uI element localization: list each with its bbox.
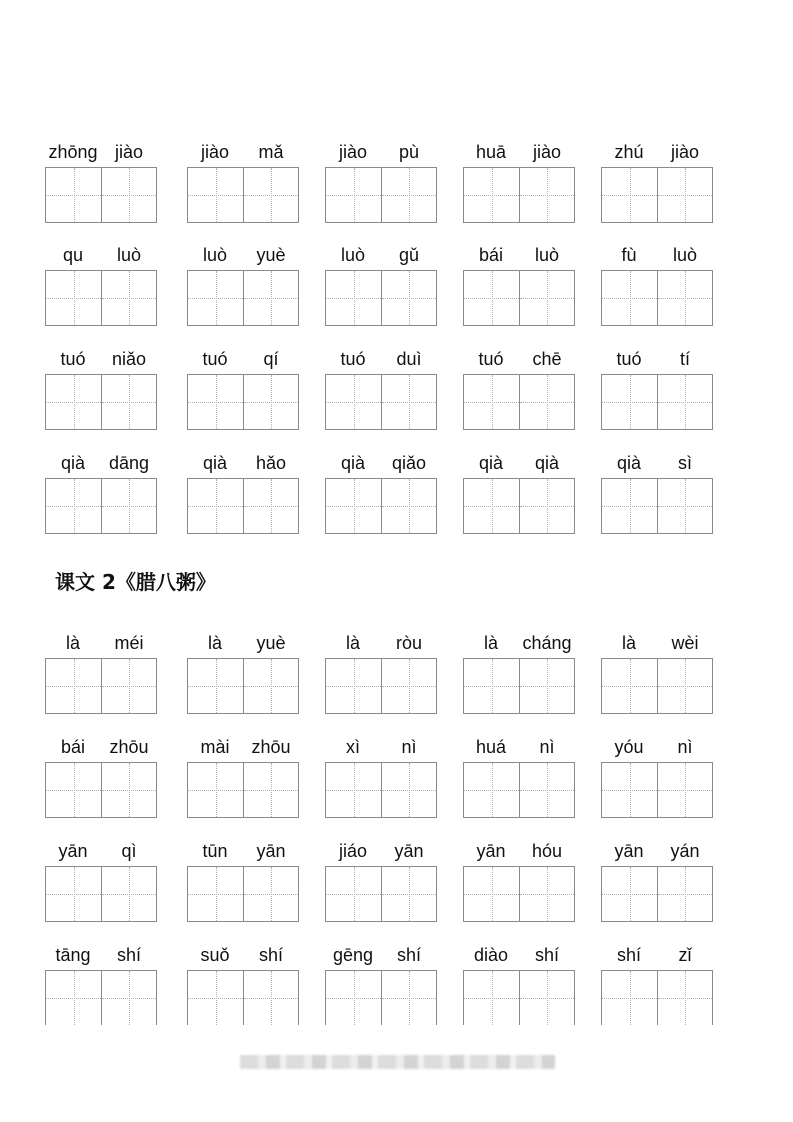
word-cell: [325, 840, 437, 930]
word-cell: [325, 452, 437, 542]
pinyin-label: yóu: [614, 737, 644, 757]
character-box[interactable]: [188, 168, 243, 222]
character-box[interactable]: [464, 375, 519, 429]
writing-grid: [45, 167, 157, 223]
character-box[interactable]: [381, 659, 436, 713]
word-cell: [601, 632, 713, 722]
character-box[interactable]: [101, 867, 156, 921]
word-cell: [463, 736, 575, 826]
pinyin-label: mài: [200, 737, 230, 757]
word-cell: [45, 632, 157, 722]
character-box[interactable]: [602, 971, 657, 1025]
pinyin-label: gǔ: [398, 245, 420, 265]
pinyin-label: yān: [394, 841, 424, 861]
pinyin-label: cháng: [522, 633, 572, 653]
pinyin-label: zhōu: [251, 737, 291, 757]
pinyin-label: jiào: [338, 142, 368, 162]
character-box[interactable]: [188, 659, 243, 713]
character-box[interactable]: [243, 659, 298, 713]
word-cell: [601, 244, 713, 334]
word-cell: [463, 244, 575, 334]
writing-grid: [187, 374, 299, 430]
character-box[interactable]: [381, 763, 436, 817]
pinyin-label: xì: [345, 737, 360, 757]
character-box[interactable]: [519, 271, 574, 325]
writing-grid: [45, 658, 157, 714]
character-box[interactable]: [188, 479, 243, 533]
pinyin-label: yuè: [256, 245, 286, 265]
pinyin-label: là: [483, 633, 498, 653]
pinyin-label: yān: [58, 841, 88, 861]
character-box[interactable]: [46, 168, 101, 222]
pinyin-label: tuó: [340, 349, 366, 369]
character-box[interactable]: [46, 271, 101, 325]
footer-watermark: [240, 1055, 555, 1069]
character-box[interactable]: [243, 479, 298, 533]
writing-grid: [187, 167, 299, 223]
writing-grid: [187, 970, 299, 1026]
pinyin-label: nì: [677, 737, 693, 757]
word-cell: [463, 348, 575, 438]
writing-grid: [45, 270, 157, 326]
pinyin-label: là: [621, 633, 636, 653]
writing-grid: [187, 478, 299, 534]
character-box[interactable]: [326, 867, 381, 921]
word-cell: [601, 736, 713, 826]
character-box[interactable]: [464, 479, 519, 533]
word-row: [45, 348, 725, 438]
writing-grid: [325, 970, 437, 1026]
writing-grid: [601, 658, 713, 714]
word-row: [45, 944, 725, 1034]
pinyin-label: chē: [532, 349, 562, 369]
pinyin-label: zhú: [614, 142, 644, 162]
pinyin-label: qu: [62, 245, 84, 265]
character-box[interactable]: [188, 271, 243, 325]
word-cell: [601, 452, 713, 542]
pinyin-label: suǒ: [200, 945, 230, 965]
character-box[interactable]: [243, 271, 298, 325]
character-box[interactable]: [519, 659, 574, 713]
pinyin-label: tuó: [616, 349, 642, 369]
pinyin-label: fù: [621, 245, 637, 265]
character-box[interactable]: [326, 479, 381, 533]
pinyin-label: jiào: [200, 142, 230, 162]
pinyin-label: qià: [534, 453, 560, 473]
writing-grid: [601, 374, 713, 430]
word-cell: [187, 244, 299, 334]
pinyin-label: tūn: [202, 841, 228, 861]
pinyin-label: shí: [116, 945, 141, 965]
character-box[interactable]: [101, 375, 156, 429]
word-cell: [325, 244, 437, 334]
writing-grid: [463, 762, 575, 818]
character-box[interactable]: [464, 971, 519, 1025]
character-box[interactable]: [46, 971, 101, 1025]
writing-grid: [601, 970, 713, 1026]
writing-grid: [463, 167, 575, 223]
character-box[interactable]: [381, 375, 436, 429]
writing-grid: [187, 270, 299, 326]
pinyin-label: luò: [534, 245, 560, 265]
pinyin-label: tuó: [478, 349, 504, 369]
character-box[interactable]: [602, 375, 657, 429]
pinyin-label: gēng: [332, 945, 374, 965]
writing-grid: [325, 478, 437, 534]
character-box[interactable]: [381, 168, 436, 222]
section-title: 课文 2《腊八粥》: [55, 570, 216, 594]
pinyin-label: zhōu: [109, 737, 149, 757]
character-box[interactable]: [657, 168, 712, 222]
pinyin-label: mǎ: [258, 142, 284, 162]
pinyin-label: tí: [679, 349, 690, 369]
word-row: [45, 632, 725, 722]
pinyin-label: qiǎo: [391, 453, 427, 473]
pinyin-label: jiáo: [338, 841, 368, 861]
character-box[interactable]: [519, 479, 574, 533]
character-box[interactable]: [326, 659, 381, 713]
character-box[interactable]: [464, 763, 519, 817]
pinyin-label: yān: [256, 841, 286, 861]
character-box[interactable]: [188, 971, 243, 1025]
character-box[interactable]: [381, 271, 436, 325]
word-cell: [325, 736, 437, 826]
pinyin-label: pù: [398, 142, 420, 162]
pinyin-label: méi: [114, 633, 144, 653]
character-box[interactable]: [602, 168, 657, 222]
character-box[interactable]: [602, 867, 657, 921]
character-box[interactable]: [188, 375, 243, 429]
writing-grid: [325, 167, 437, 223]
character-box[interactable]: [657, 271, 712, 325]
word-cell: [601, 944, 713, 1034]
word-cell: [325, 632, 437, 722]
character-box[interactable]: [101, 763, 156, 817]
word-cell: [601, 348, 713, 438]
character-box[interactable]: [519, 168, 574, 222]
pinyin-label: yán: [670, 841, 700, 861]
pinyin-label: nì: [401, 737, 417, 757]
character-box[interactable]: [243, 375, 298, 429]
writing-grid: [463, 374, 575, 430]
pinyin-label: jiào: [670, 142, 700, 162]
word-row: [45, 736, 725, 826]
pinyin-label: yuè: [256, 633, 286, 653]
writing-grid: [463, 970, 575, 1026]
pinyin-label: wèi: [671, 633, 699, 653]
pinyin-label: là: [207, 633, 222, 653]
character-box[interactable]: [326, 763, 381, 817]
writing-grid: [463, 866, 575, 922]
writing-grid: [325, 866, 437, 922]
pinyin-label: jiào: [532, 142, 562, 162]
character-box[interactable]: [46, 763, 101, 817]
word-row: [45, 141, 725, 231]
pinyin-label: là: [345, 633, 360, 653]
word-cell: [325, 348, 437, 438]
pinyin-label: yān: [476, 841, 506, 861]
character-box[interactable]: [101, 271, 156, 325]
character-box[interactable]: [101, 971, 156, 1025]
word-cell: [325, 141, 437, 231]
pinyin-label: niǎo: [111, 349, 147, 369]
character-box[interactable]: [657, 867, 712, 921]
pinyin-label: qià: [202, 453, 228, 473]
word-cell: [45, 141, 157, 231]
word-cell: [601, 141, 713, 231]
word-cell: [601, 840, 713, 930]
writing-grid: [45, 970, 157, 1026]
character-box[interactable]: [101, 479, 156, 533]
pinyin-label: bái: [478, 245, 504, 265]
word-cell: [187, 944, 299, 1034]
character-box[interactable]: [519, 763, 574, 817]
character-box[interactable]: [602, 763, 657, 817]
word-cell: [463, 840, 575, 930]
word-cell: [187, 736, 299, 826]
character-box[interactable]: [101, 659, 156, 713]
word-cell: [45, 944, 157, 1034]
writing-grid: [601, 270, 713, 326]
character-box[interactable]: [657, 971, 712, 1025]
pinyin-label: luò: [116, 245, 142, 265]
pinyin-label: qià: [478, 453, 504, 473]
pinyin-label: zǐ: [678, 945, 692, 965]
pinyin-label: shí: [534, 945, 559, 965]
word-cell: [187, 632, 299, 722]
word-row: [45, 244, 725, 334]
pinyin-label: shí: [396, 945, 421, 965]
character-box[interactable]: [46, 375, 101, 429]
character-box[interactable]: [381, 971, 436, 1025]
character-box[interactable]: [602, 271, 657, 325]
pinyin-label: là: [65, 633, 80, 653]
writing-grid: [45, 478, 157, 534]
character-box[interactable]: [519, 971, 574, 1025]
character-box[interactable]: [243, 763, 298, 817]
page-clip: [0, 1025, 793, 1055]
pinyin-label: luò: [672, 245, 698, 265]
pinyin-label: diào: [473, 945, 509, 965]
word-cell: [45, 840, 157, 930]
character-box[interactable]: [657, 375, 712, 429]
writing-grid: [601, 167, 713, 223]
character-box[interactable]: [657, 479, 712, 533]
word-cell: [463, 452, 575, 542]
pinyin-label: hóu: [531, 841, 563, 861]
writing-grid: [325, 374, 437, 430]
word-row: [45, 452, 725, 542]
character-box[interactable]: [101, 168, 156, 222]
writing-grid: [601, 762, 713, 818]
character-box[interactable]: [602, 479, 657, 533]
pinyin-label: qí: [263, 349, 279, 369]
pinyin-label: qià: [60, 453, 86, 473]
character-box[interactable]: [464, 659, 519, 713]
character-box[interactable]: [519, 375, 574, 429]
writing-grid: [601, 866, 713, 922]
character-box[interactable]: [243, 971, 298, 1025]
word-cell: [45, 736, 157, 826]
writing-grid: [45, 866, 157, 922]
writing-grid: [187, 658, 299, 714]
character-box[interactable]: [381, 479, 436, 533]
character-box[interactable]: [188, 867, 243, 921]
character-box[interactable]: [657, 763, 712, 817]
character-box[interactable]: [243, 168, 298, 222]
pinyin-label: qì: [121, 841, 137, 861]
word-cell: [187, 348, 299, 438]
pinyin-label: duì: [396, 349, 422, 369]
word-row: [45, 840, 725, 930]
writing-grid: [463, 270, 575, 326]
pinyin-label: zhōng: [48, 142, 98, 162]
character-box[interactable]: [326, 971, 381, 1025]
writing-grid: [325, 658, 437, 714]
character-box[interactable]: [519, 867, 574, 921]
word-cell: [325, 944, 437, 1034]
word-cell: [463, 944, 575, 1034]
writing-grid: [601, 478, 713, 534]
character-box[interactable]: [464, 271, 519, 325]
character-box[interactable]: [326, 168, 381, 222]
character-box[interactable]: [657, 659, 712, 713]
pinyin-label: sì: [677, 453, 692, 473]
pinyin-label: huā: [475, 142, 507, 162]
character-box[interactable]: [46, 479, 101, 533]
character-box[interactable]: [602, 659, 657, 713]
character-box[interactable]: [46, 659, 101, 713]
character-box[interactable]: [326, 375, 381, 429]
character-box[interactable]: [381, 867, 436, 921]
pinyin-label: huá: [475, 737, 507, 757]
pinyin-label: ròu: [395, 633, 422, 653]
pinyin-label: qià: [340, 453, 366, 473]
character-box[interactable]: [464, 867, 519, 921]
writing-grid: [325, 762, 437, 818]
character-box[interactable]: [188, 763, 243, 817]
writing-grid: [325, 270, 437, 326]
word-cell: [187, 141, 299, 231]
pinyin-label: shí: [616, 945, 641, 965]
character-box[interactable]: [46, 867, 101, 921]
writing-grid: [45, 374, 157, 430]
pinyin-label: tāng: [55, 945, 91, 965]
pinyin-label: yān: [614, 841, 644, 861]
word-cell: [45, 348, 157, 438]
word-cell: [187, 840, 299, 930]
pinyin-label: tuó: [202, 349, 228, 369]
character-box[interactable]: [464, 168, 519, 222]
word-cell: [463, 632, 575, 722]
pinyin-label: bái: [60, 737, 86, 757]
writing-grid: [463, 478, 575, 534]
pinyin-label: jiào: [114, 142, 144, 162]
pinyin-label: luò: [340, 245, 366, 265]
pinyin-label: shí: [258, 945, 283, 965]
writing-grid: [187, 866, 299, 922]
writing-grid: [463, 658, 575, 714]
character-box[interactable]: [243, 867, 298, 921]
word-cell: [187, 452, 299, 542]
word-cell: [45, 452, 157, 542]
pinyin-label: dāng: [108, 453, 150, 473]
writing-grid: [45, 762, 157, 818]
word-cell: [463, 141, 575, 231]
pinyin-label: hǎo: [255, 453, 287, 473]
writing-grid: [187, 762, 299, 818]
pinyin-label: luò: [202, 245, 228, 265]
pinyin-label: nì: [539, 737, 555, 757]
character-box[interactable]: [326, 271, 381, 325]
pinyin-label: tuó: [60, 349, 86, 369]
pinyin-label: qià: [616, 453, 642, 473]
word-cell: [45, 244, 157, 334]
